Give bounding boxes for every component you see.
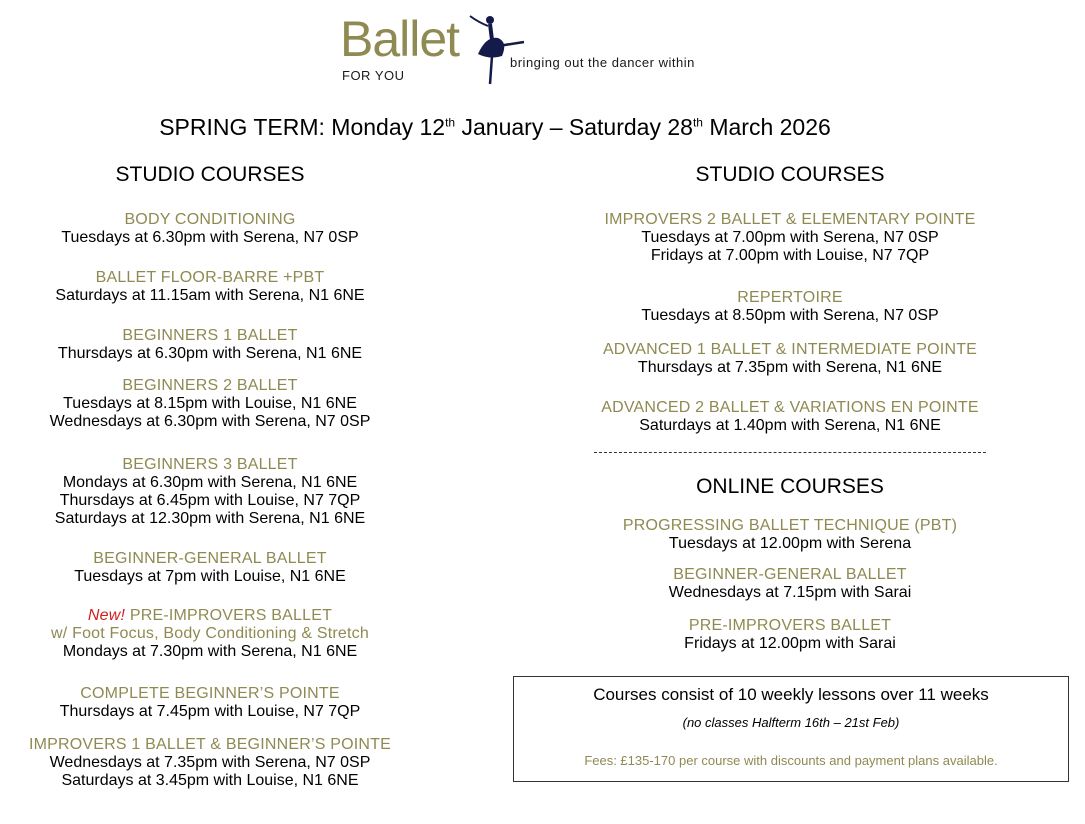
course-beginners-2 — [10, 377, 410, 431]
course-schedule: Tuesdays at 7pm with Louise, N1 6NE — [74, 568, 346, 585]
course-title: PRE-IMPROVERS BALLET — [688, 617, 892, 634]
term-title: SPRING TERM: Monday 12th January – Saturday 28th March 2026 — [159, 114, 831, 140]
course-schedule: Thursdays at 6.30pm with Serena, N1 6NE — [57, 345, 363, 362]
course-schedule: Tuesdays at 6.30pm with Serena, N7 0SP — [61, 229, 359, 246]
info-box — [513, 676, 1069, 782]
course-improvers-2 — [590, 211, 990, 265]
course-title: IMPROVERS 1 BALLET & BEGINNER’S POINTE — [28, 736, 392, 753]
info-fees: Fees: £135-170 per course with discounts and payment plans available. — [584, 753, 998, 768]
logo-subtitle: FOR YOU — [342, 68, 405, 83]
course-beginners-1 — [10, 327, 410, 363]
course-schedule: Saturdays at 3.45pm with Louise, N1 6NE — [61, 772, 359, 789]
course-repertoire — [590, 289, 990, 325]
course-title: PROGRESSING BALLET TECHNIQUE (PBT) — [622, 517, 958, 534]
course-body-conditioning — [10, 211, 410, 247]
section-divider — [594, 452, 986, 453]
course-title: BEGINNERS 1 BALLET — [122, 327, 298, 344]
course-title: COMPLETE BEGINNER’S POINTE — [80, 685, 340, 702]
course-schedule: Tuesdays at 12.00pm with Serena — [668, 535, 912, 552]
course-title: New! PRE-IMPROVERS BALLET — [87, 607, 333, 624]
course-schedule: Mondays at 6.30pm with Serena, N1 6NE — [62, 474, 358, 491]
course-schedule: Tuesdays at 8.15pm with Louise, N1 6NE — [63, 395, 357, 412]
info-halfterm-note: (no classes Halfterm 16th – 21st Feb) — [682, 715, 900, 730]
course-schedule: Thursdays at 7.35pm with Serena, N1 6NE — [637, 359, 943, 376]
course-title: BEGINNERS 2 BALLET — [122, 377, 298, 394]
course-title: BEGINNER-GENERAL BALLET — [673, 566, 907, 583]
course-title: ADVANCED 1 BALLET & INTERMEDIATE POINTE — [602, 341, 978, 358]
course-schedule: Tuesdays at 7.00pm with Serena, N7 0SP — [641, 229, 939, 246]
course-title: IMPROVERS 2 BALLET & ELEMENTARY POINTE — [604, 211, 976, 228]
logo-wordmark: Ballet — [340, 11, 460, 67]
course-beginners-3 — [10, 456, 410, 528]
online-course-beginner-general — [590, 566, 990, 602]
course-schedule: Saturdays at 11.15am with Serena, N1 6NE — [55, 287, 365, 304]
course-schedule: Wednesdays at 7.35pm with Serena, N7 0SP — [49, 754, 371, 771]
course-schedule: Saturdays at 1.40pm with Serena, N1 6NE — [639, 417, 941, 434]
course-schedule: Thursdays at 6.45pm with Louise, N7 7QP — [59, 492, 361, 509]
online-course-pbt — [590, 517, 990, 553]
course-complete-beginners-pointe — [10, 685, 410, 721]
new-badge: New! — [87, 607, 126, 624]
right-section-heading: STUDIO COURSES — [695, 163, 885, 186]
course-title: BEGINNER-GENERAL BALLET — [93, 550, 327, 567]
course-title: BODY CONDITIONING — [124, 211, 296, 228]
logo-tagline: bringing out the dancer within — [510, 55, 695, 70]
course-subtitle: w/ Foot Focus, Body Conditioning & Stretch — [51, 625, 369, 642]
ballerina-icon — [468, 12, 528, 88]
left-section-heading: STUDIO COURSES — [115, 163, 305, 186]
course-title: REPERTOIRE — [737, 289, 843, 306]
info-lessons: Courses consist of 10 weekly lessons over 11 weeks — [593, 685, 989, 704]
course-schedule: Fridays at 7.00pm with Louise, N7 7QP — [650, 247, 930, 264]
course-beginner-general — [10, 550, 410, 586]
course-improvers-1 — [10, 736, 410, 790]
course-schedule: Mondays at 7.30pm with Serena, N1 6NE — [62, 643, 358, 660]
course-title: BEGINNERS 3 BALLET — [122, 456, 298, 473]
course-advanced-2 — [590, 399, 990, 435]
course-pre-improvers — [10, 607, 410, 661]
course-schedule: Wednesdays at 7.15pm with Sarai — [668, 584, 912, 601]
course-schedule: Wednesdays at 6.30pm with Serena, N7 0SP — [49, 413, 371, 430]
online-course-pre-improvers — [590, 617, 990, 653]
course-schedule: Saturdays at 12.30pm with Serena, N1 6NE — [54, 510, 366, 527]
course-advanced-1 — [590, 341, 990, 377]
course-title: BALLET FLOOR-BARRE +PBT — [95, 269, 325, 286]
course-title: ADVANCED 2 BALLET & VARIATIONS EN POINTE — [601, 399, 979, 416]
course-schedule: Thursdays at 7.45pm with Louise, N7 7QP — [59, 703, 361, 720]
course-floor-barre — [10, 269, 410, 305]
course-schedule: Tuesdays at 8.50pm with Serena, N7 0SP — [641, 307, 939, 324]
online-section-heading: ONLINE COURSES — [696, 475, 884, 498]
course-schedule: Fridays at 12.00pm with Sarai — [684, 635, 896, 652]
